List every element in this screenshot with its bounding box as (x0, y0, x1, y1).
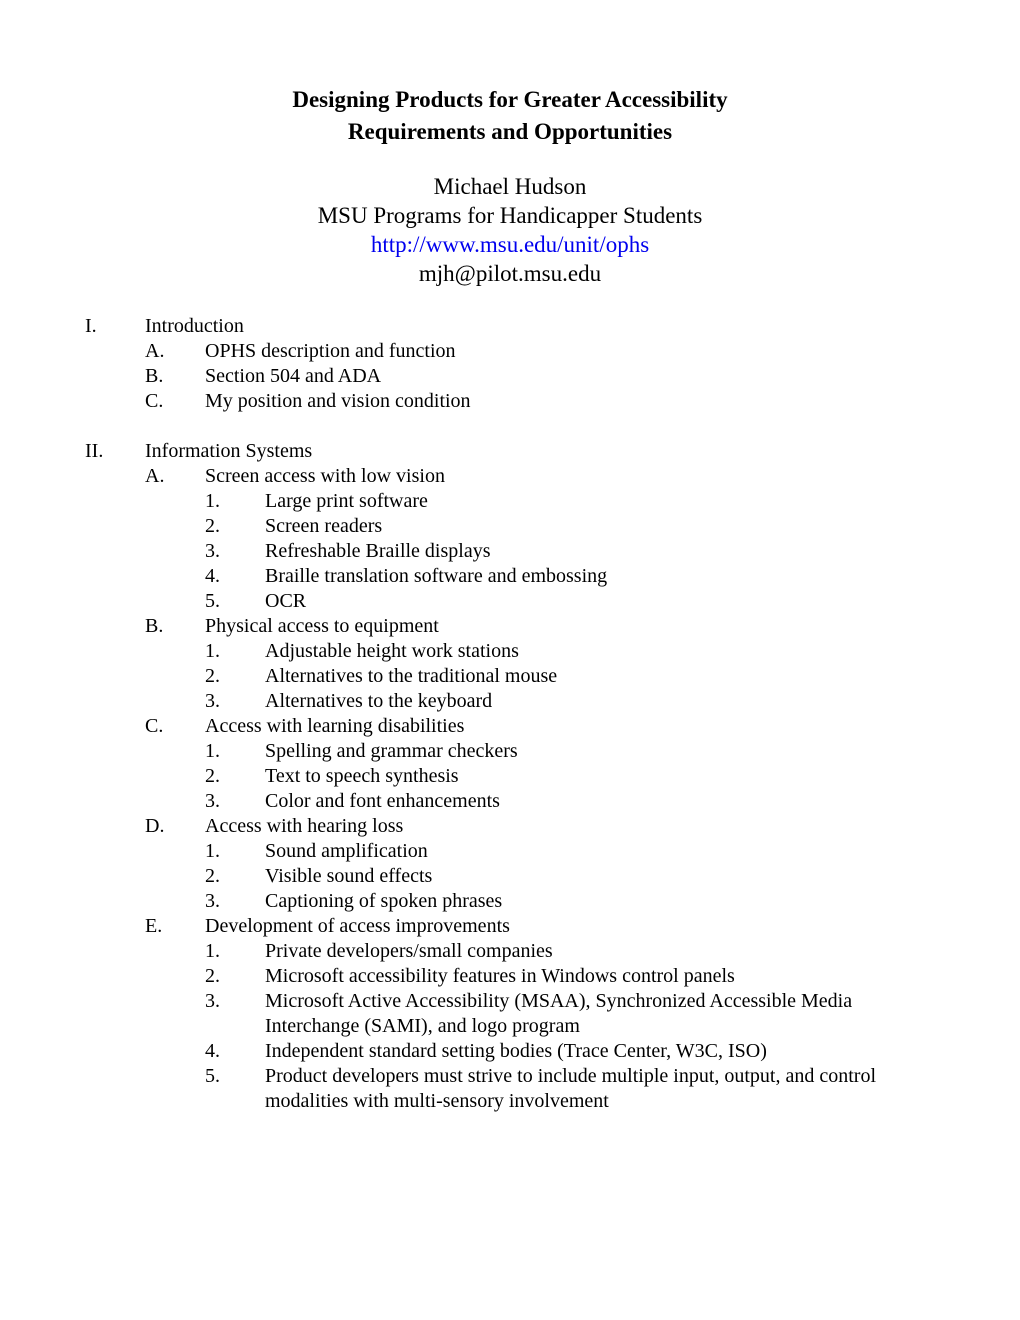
outline-text: Access with learning disabilities (205, 715, 465, 737)
outline-text: Section 504 and ADA (205, 365, 382, 387)
outline-text: Screen readers (265, 515, 383, 537)
outline-label: C. (145, 390, 164, 412)
outline-row (0, 539, 1020, 564)
outline-row (0, 439, 1020, 464)
outline-label: A. (145, 340, 165, 362)
outline (0, 314, 1020, 1114)
outline-label: 2. (205, 765, 220, 787)
outline-row (0, 939, 1020, 964)
outline-row (0, 389, 1020, 414)
outline-row-continuation (0, 1014, 1020, 1039)
outline-text: Information Systems (145, 440, 313, 462)
outline-row (0, 689, 1020, 714)
outline-label: 2. (205, 665, 220, 687)
outline-text: OPHS description and function (205, 340, 456, 362)
outline-label: 5. (205, 1065, 220, 1087)
outline-text: Braille translation software and embossing (265, 565, 608, 587)
outline-text: Microsoft Active Accessibility (MSAA), Synchronized Accessible Media (265, 990, 853, 1012)
outline-label: 5. (205, 590, 220, 612)
outline-row (0, 364, 1020, 389)
outline-text: Alternatives to the keyboard (265, 690, 493, 712)
website-link[interactable]: http://www.msu.edu/unit/ophs (370, 232, 650, 257)
document-title (0, 0, 1020, 148)
outline-label (205, 1089, 265, 1114)
outline-text: modalities with multi-sensory involvement (265, 1090, 609, 1112)
outline-text: OCR (265, 590, 307, 612)
outline-label: 1. (205, 840, 220, 862)
outline-row (0, 414, 1020, 439)
outline-text: Development of access improvements (205, 915, 510, 937)
outline-row (0, 814, 1020, 839)
outline-row (0, 839, 1020, 864)
outline-text: Captioning of spoken phrases (265, 890, 503, 912)
outline-row (0, 339, 1020, 364)
outline-row (0, 914, 1020, 939)
outline-row-continuation (0, 1089, 1020, 1114)
outline-label: 2. (205, 515, 220, 537)
outline-row (0, 664, 1020, 689)
outline-label: 1. (205, 640, 220, 662)
outline-text: Private developers/small companies (265, 940, 553, 962)
outline-row (0, 614, 1020, 639)
outline-text: Independent standard setting bodies (Trace Center, W3C, ISO) (265, 1040, 767, 1062)
outline-label: C. (145, 715, 164, 737)
outline-label: 1. (205, 740, 220, 762)
outline-text: Large print software (265, 490, 428, 512)
outline-row (0, 589, 1020, 614)
outline-row (0, 889, 1020, 914)
url-line (0, 230, 1020, 259)
outline-label: B. (145, 615, 164, 637)
outline-row (0, 314, 1020, 339)
outline-text: Physical access to equipment (205, 615, 439, 637)
outline-label: 1. (205, 490, 220, 512)
outline-label: II. (85, 440, 104, 462)
outline-row (0, 964, 1020, 989)
outline-label: A. (145, 465, 165, 487)
outline-row (0, 514, 1020, 539)
outline-text: Access with hearing loss (205, 815, 404, 837)
outline-row (0, 1039, 1020, 1064)
outline-label: 1. (205, 940, 220, 962)
outline-row (0, 789, 1020, 814)
outline-row (0, 489, 1020, 514)
outline-text: Product developers must strive to include multiple input, output, and control (265, 1065, 877, 1087)
outline-text: Introduction (145, 315, 244, 337)
outline-text: Text to speech synthesis (265, 765, 459, 787)
outline-label: B. (145, 365, 164, 387)
outline-text: Interchange (SAMI), and logo program (265, 1015, 580, 1037)
outline-text: Sound amplification (265, 840, 428, 862)
outline-label: 3. (205, 890, 220, 912)
outline-row (0, 864, 1020, 889)
email-address: mjh@pilot.msu.edu (418, 261, 602, 286)
outline-text: Alternatives to the traditional mouse (265, 665, 558, 687)
outline-label (205, 1014, 265, 1039)
outline-label: D. (145, 815, 165, 837)
outline-label: 3. (205, 790, 220, 812)
author-block (0, 172, 1020, 288)
outline-label: 3. (205, 990, 220, 1012)
outline-label: E. (145, 915, 163, 937)
outline-text: My position and vision condition (205, 390, 471, 412)
outline-row (0, 764, 1020, 789)
outline-row (0, 714, 1020, 739)
outline-row (0, 989, 1020, 1014)
outline-row (0, 464, 1020, 489)
outline-text: Adjustable height work stations (265, 640, 519, 662)
outline-row (0, 1064, 1020, 1089)
outline-label: 3. (205, 540, 220, 562)
outline-label: 3. (205, 690, 220, 712)
outline-label: 2. (205, 865, 220, 887)
outline-label: I. (85, 315, 97, 337)
title-line-1: Designing Products for Greater Accessibility (292, 87, 728, 112)
outline-label: 2. (205, 965, 220, 987)
outline-label: 4. (205, 1040, 220, 1062)
title-line-2: Requirements and Opportunities (347, 119, 673, 144)
author-name: Michael Hudson (433, 174, 587, 199)
outline-row (0, 639, 1020, 664)
author-organization: MSU Programs for Handicapper Students (317, 203, 703, 228)
outline-text: Color and font enhancements (265, 790, 500, 812)
outline-text: Visible sound effects (265, 865, 433, 887)
outline-row (0, 739, 1020, 764)
outline-label: 4. (205, 565, 220, 587)
outline-text: Screen access with low vision (205, 465, 445, 487)
outline-text: Spelling and grammar checkers (265, 740, 518, 762)
outline-text: Microsoft accessibility features in Windows control panels (265, 965, 735, 987)
outline-text: Refreshable Braille displays (265, 540, 491, 562)
outline-row (0, 564, 1020, 589)
